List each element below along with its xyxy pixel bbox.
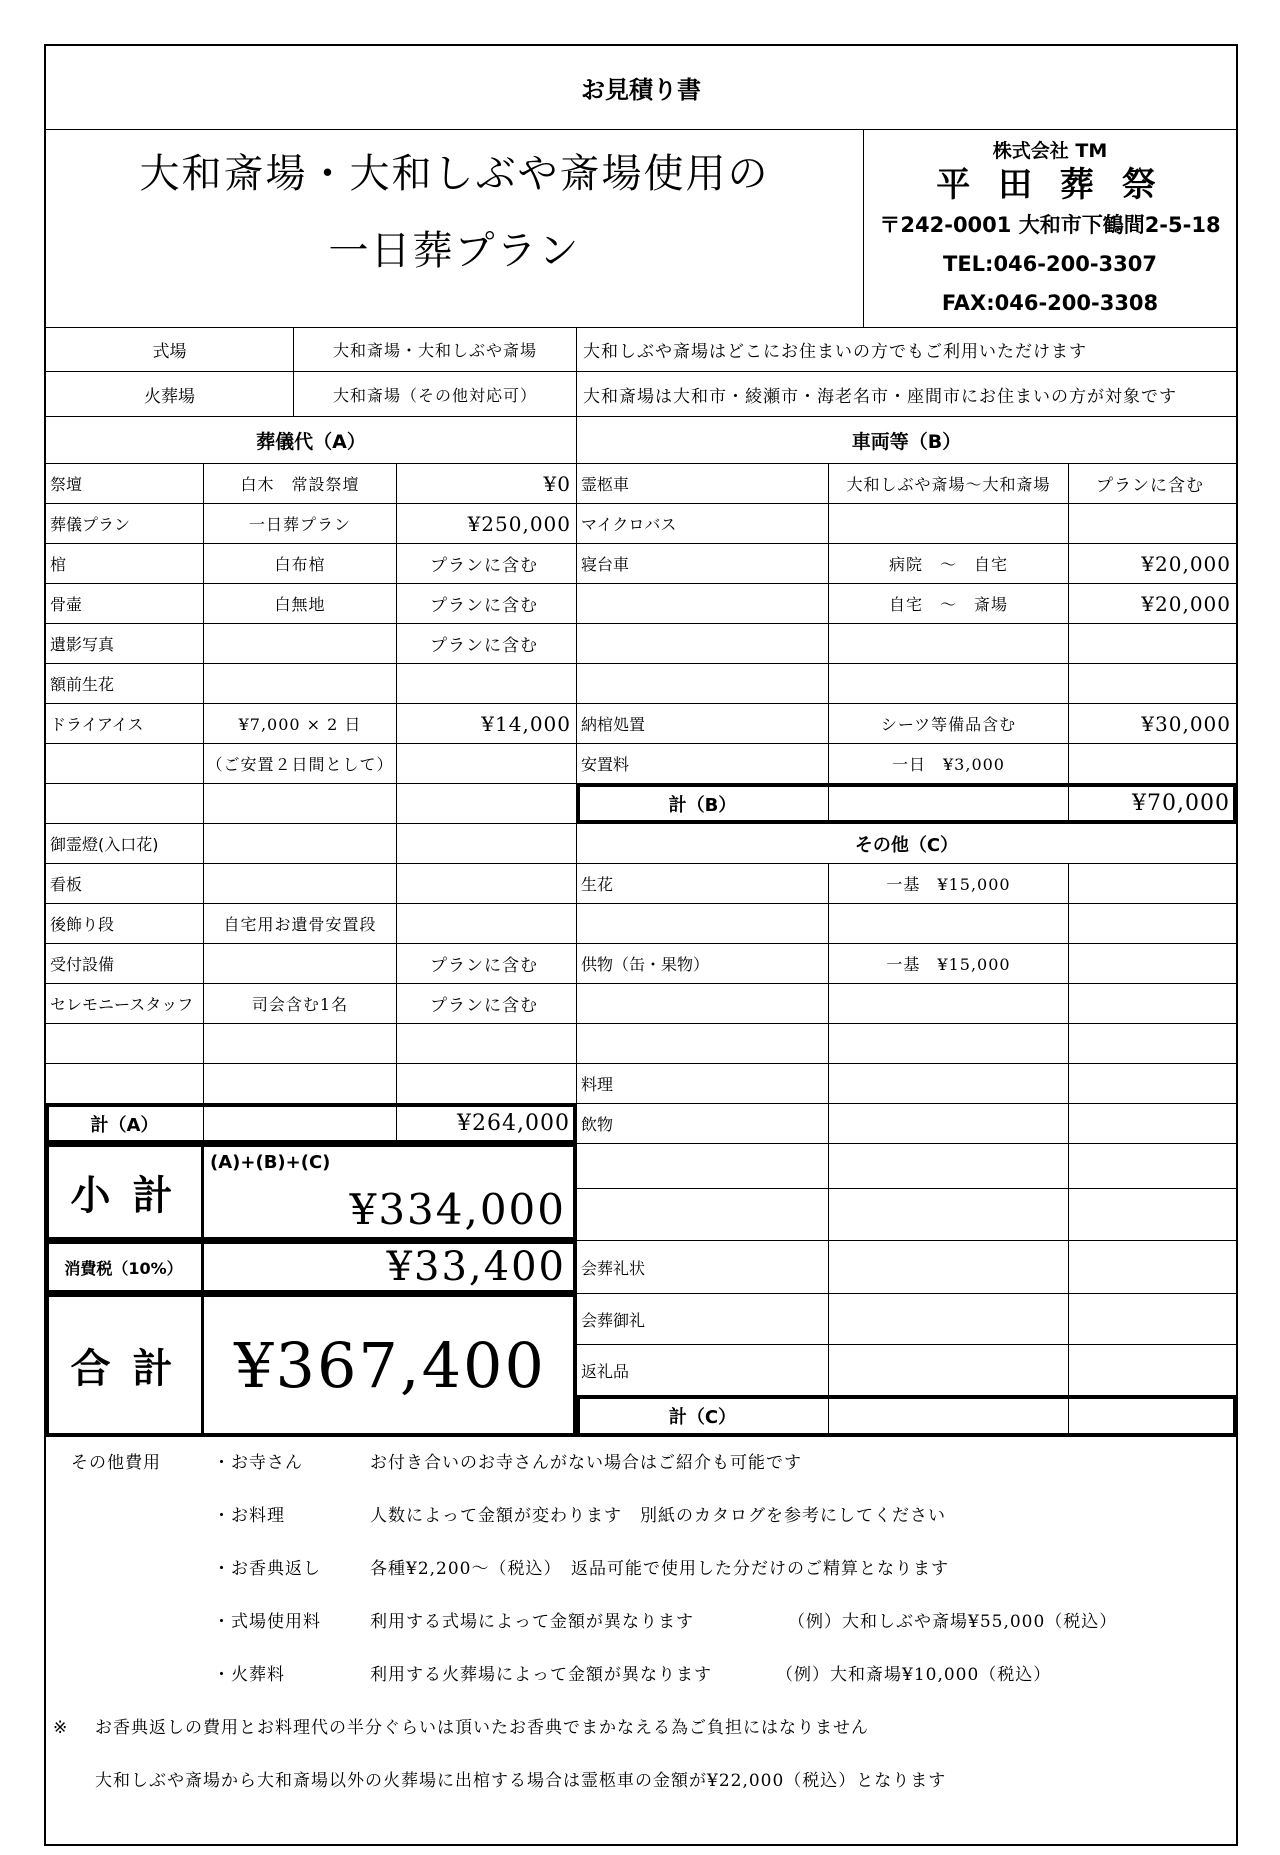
document-title: お見積り書 <box>46 46 1236 130</box>
other-detail <box>829 984 1069 1023</box>
note-item-example: （例）大和しぶや斎場¥55,000（税込） <box>788 1612 1118 1632</box>
vehicle-row <box>577 624 1236 664</box>
grand-total-value-cell <box>204 1294 576 1436</box>
fee-detail <box>204 1024 397 1063</box>
crematorium-label: 火葬場 <box>46 372 294 416</box>
vehicle-detail: 大和しぶや斎場～大和斎場 <box>829 464 1069 503</box>
fee-detail: 自宅用お遺骨安置段 <box>204 904 397 943</box>
vehicles-header: 車両等（B） <box>851 430 962 453</box>
note-line <box>46 1437 1236 1490</box>
vehicle-row <box>577 544 1236 584</box>
header-block <box>46 130 1236 328</box>
fee-item <box>46 784 204 823</box>
fee-row <box>46 464 576 504</box>
vehicle-detail: シーツ等備品含む <box>829 704 1069 743</box>
fee-detail <box>204 944 397 983</box>
fee-row <box>46 664 576 704</box>
vehicle-row <box>577 744 1236 784</box>
vehicle-item: 納棺処置 <box>577 704 829 743</box>
funeral-fees-header: 葬儀代（A） <box>46 417 577 463</box>
other-row <box>577 904 1236 944</box>
fee-amount: プランに含む <box>430 556 538 576</box>
note-item-name: ・お香典返し <box>213 1559 321 1579</box>
vehicle-total-row <box>577 784 1236 824</box>
section-header-row <box>46 417 1236 464</box>
company-tel: TEL:046-200-3307 <box>943 252 1157 276</box>
notes-heading: その他費用 <box>71 1453 161 1473</box>
other-row <box>577 984 1236 1024</box>
fee-item: 看板 <box>46 864 204 903</box>
plan-title <box>46 130 863 327</box>
vehicle-amount <box>1069 624 1236 663</box>
fee-detail: 一日葬プラン <box>204 504 397 543</box>
fee-row <box>46 944 576 984</box>
note-line <box>46 1490 1236 1543</box>
fee-amount: プランに含む <box>430 996 538 1016</box>
fee-item: 祭壇 <box>46 464 204 503</box>
crematorium-row <box>46 372 1236 417</box>
vehicles-other-column <box>577 464 1236 1437</box>
footnote-mark: ※ <box>53 1718 69 1738</box>
fee-detail: ¥7,000 × 2 日 <box>204 704 397 743</box>
fee-item: 受付設備 <box>46 944 204 983</box>
fee-detail <box>204 824 397 863</box>
other-row <box>577 1104 1236 1144</box>
other-amount <box>1069 864 1236 903</box>
other-item <box>577 1144 829 1188</box>
ceremony-venue-value: 大和斎場・大和しぶや斎場 <box>294 328 577 371</box>
vehicle-detail <box>829 664 1069 703</box>
fee-amount: プランに含む <box>430 956 538 976</box>
fee-detail: 白布棺 <box>204 544 397 583</box>
grand-total-block <box>46 1294 576 1437</box>
other-item: 生花 <box>577 864 829 903</box>
other-header-row <box>577 824 1236 864</box>
other-amount <box>1069 1294 1236 1344</box>
fee-total-amount: ¥264,000 <box>457 1111 570 1136</box>
vehicle-item: 霊柩車 <box>577 464 829 503</box>
other-row <box>577 944 1236 984</box>
fee-amount <box>397 744 576 783</box>
other-costs-notes <box>46 1437 1236 1844</box>
note-item-name: ・火葬料 <box>213 1665 285 1685</box>
note-line <box>46 1596 1236 1649</box>
fee-detail <box>204 664 397 703</box>
plan-title-line-2: 一日葬プラン <box>328 228 581 274</box>
fee-item: 後飾り段 <box>46 904 204 943</box>
vehicle-row <box>577 464 1236 504</box>
fee-item: 遺影写真 <box>46 624 204 663</box>
other-detail: 一基 ¥15,000 <box>829 864 1069 903</box>
other-item: 返礼品 <box>577 1345 829 1395</box>
fee-row <box>46 824 576 864</box>
note-item-text: 利用する火葬場によって金額が異なります <box>370 1665 712 1685</box>
fee-detail: 白無地 <box>204 584 397 623</box>
other-detail <box>829 1024 1069 1063</box>
vehicle-item: マイクロバス <box>577 504 829 543</box>
vehicle-detail <box>829 624 1069 663</box>
note-line <box>46 1543 1236 1596</box>
company-name: 平 田 葬 祭 <box>936 165 1164 205</box>
other-row <box>577 1294 1236 1345</box>
other-row <box>577 1189 1236 1241</box>
vehicle-total-amount: ¥70,000 <box>1132 791 1230 816</box>
tax-label: 消費税（10%） <box>46 1241 204 1293</box>
ceremony-venue-label: 式場 <box>46 328 294 371</box>
vehicle-item <box>577 624 829 663</box>
company-address: 〒242-0001 大和市下鶴間2-5-18 <box>879 213 1221 237</box>
other-item: 料理 <box>577 1064 829 1103</box>
vehicle-amount <box>1069 504 1236 543</box>
fee-row <box>46 704 576 744</box>
other-row <box>577 1024 1236 1064</box>
other-amount <box>1069 1189 1236 1240</box>
fee-row <box>46 984 576 1024</box>
other-amount <box>1069 1064 1236 1103</box>
fee-amount <box>397 1064 576 1103</box>
tax-value-cell <box>204 1241 576 1293</box>
other-detail: 一基 ¥15,000 <box>829 944 1069 983</box>
fee-item: 葬儀プラン <box>46 504 204 543</box>
vehicle-detail: 自宅 ～ 斎場 <box>829 584 1069 623</box>
note-item-name: ・お料理 <box>213 1506 285 1526</box>
footnote-text: お香典返しの費用とお料理代の半分ぐらいは頂いたお香典でまかなえる為ご負担にはなりません <box>95 1718 869 1738</box>
fee-total-label: 計（A） <box>46 1104 204 1143</box>
other-row <box>577 864 1236 904</box>
vehicle-item: 寝台車 <box>577 544 829 583</box>
other-total-row <box>577 1396 1236 1437</box>
footnote-line <box>46 1702 1236 1755</box>
fee-amount <box>397 824 576 863</box>
other-item: 飲物 <box>577 1104 829 1143</box>
fee-amount <box>397 864 576 903</box>
fee-row <box>46 584 576 624</box>
fee-row <box>46 864 576 904</box>
subtotal-value-cell <box>204 1144 576 1240</box>
tax-amount: ¥33,400 <box>386 1244 566 1290</box>
other-row <box>577 1064 1236 1104</box>
crematorium-value: 大和斎場（その他対応可） <box>294 372 577 416</box>
ceremony-venue-row <box>46 328 1236 372</box>
fee-item <box>46 1064 204 1103</box>
other-detail <box>829 1241 1069 1293</box>
fee-amount: プランに含む <box>430 596 538 616</box>
other-row <box>577 1241 1236 1294</box>
note-item-example: （例）大和斎場¥10,000（税込） <box>776 1665 1052 1685</box>
vehicle-amount <box>1069 664 1236 703</box>
other-amount <box>1069 1144 1236 1188</box>
ceremony-venue-note: 大和しぶや斎場はどこにお住まいの方でもご利用いただけます <box>583 342 1087 362</box>
other-row <box>577 1144 1236 1189</box>
fee-row <box>46 1064 576 1104</box>
company-info <box>863 130 1236 327</box>
vehicle-amount: ¥30,000 <box>1141 711 1231 736</box>
vehicle-detail: 病院 ～ 自宅 <box>829 544 1069 583</box>
grand-total-amount: ¥367,400 <box>234 1329 546 1402</box>
vehicle-amount <box>1069 744 1236 783</box>
fee-row <box>46 1024 576 1064</box>
vehicle-row <box>577 584 1236 624</box>
other-total-detail <box>829 1396 1069 1436</box>
fee-row <box>46 784 576 824</box>
other-amount <box>1069 1024 1236 1063</box>
funeral-fees-column <box>46 464 577 1437</box>
other-detail <box>829 904 1069 943</box>
note-line <box>46 1649 1236 1702</box>
fee-row <box>46 504 576 544</box>
other-detail <box>829 1104 1069 1143</box>
fee-total-detail <box>204 1104 397 1143</box>
vehicle-amount: ¥20,000 <box>1141 551 1231 576</box>
note-item-text: お付き合いのお寺さんがない場合はご紹介も可能です <box>370 1453 802 1473</box>
other-detail <box>829 1345 1069 1395</box>
fee-amount <box>397 784 576 823</box>
fee-detail: 司会含む1名 <box>204 984 397 1023</box>
grand-total-label: 合 計 <box>46 1294 204 1436</box>
other-item: 会葬御礼 <box>577 1294 829 1344</box>
subtotal-amount: ¥334,000 <box>349 1185 566 1234</box>
fee-item: 額前生花 <box>46 664 204 703</box>
note-item-text: 各種¥2,200～（税込） 返品可能で使用した分だけのご精算となります <box>370 1559 949 1579</box>
fee-amount: ¥250,000 <box>467 511 571 536</box>
fee-row <box>46 904 576 944</box>
estimate-table <box>46 464 1236 1437</box>
funeral-fees-rows <box>46 464 576 1144</box>
estimate-sheet <box>44 44 1238 1846</box>
vehicle-amount: ¥20,000 <box>1141 591 1231 616</box>
other-item: 会葬礼状 <box>577 1241 829 1293</box>
other-amount <box>1069 1104 1236 1143</box>
note-item-text: 人数によって金額が変わります 別紙のカタログを参考にしてください <box>370 1506 946 1526</box>
fee-amount <box>397 904 576 943</box>
other-detail <box>829 1064 1069 1103</box>
fee-detail <box>204 1064 397 1103</box>
plan-title-line-1: 大和斎場・大和しぶや斎場使用の <box>139 151 770 197</box>
vehicle-detail: 一日 ¥3,000 <box>829 744 1069 783</box>
fee-item: ドライアイス <box>46 704 204 743</box>
company-corporate-name: 株式会社 TM <box>992 140 1108 162</box>
fee-detail <box>204 864 397 903</box>
other-amount <box>1069 1345 1236 1395</box>
fee-amount: ¥14,000 <box>481 711 571 736</box>
fee-item: 骨壷 <box>46 584 204 623</box>
vehicle-amount: プランに含む <box>1096 476 1204 496</box>
other-item <box>577 1189 829 1240</box>
other-amount <box>1069 944 1236 983</box>
other-amount <box>1069 904 1236 943</box>
footnote-line <box>46 1755 1236 1808</box>
fee-detail: （ご安置２日間として） <box>204 744 397 783</box>
vehicle-row <box>577 704 1236 744</box>
fee-item: 御霊燈(入口花) <box>46 824 204 863</box>
fee-amount <box>397 664 576 703</box>
fee-amount: プランに含む <box>430 636 538 656</box>
vehicle-item <box>577 664 829 703</box>
vehicle-total-label: 計（B） <box>577 784 829 823</box>
tax-block <box>46 1241 576 1294</box>
note-item-name: ・お寺さん <box>213 1453 303 1473</box>
vehicle-item <box>577 584 829 623</box>
fee-total-row <box>46 1104 576 1144</box>
subtotal-formula: (A)+(B)+(C) <box>210 1152 331 1173</box>
subtotal-block <box>46 1144 576 1241</box>
fee-amount <box>397 1024 576 1063</box>
vehicle-row <box>577 504 1236 544</box>
vehicle-item: 安置料 <box>577 744 829 783</box>
other-section-header: その他（C） <box>854 834 959 856</box>
fee-row <box>46 544 576 584</box>
fee-row <box>46 744 576 784</box>
fee-item <box>46 744 204 783</box>
company-fax: FAX:046-200-3308 <box>941 291 1159 315</box>
vehicle-row <box>577 664 1236 704</box>
fee-detail <box>204 784 397 823</box>
other-detail <box>829 1144 1069 1188</box>
note-item-name: ・式場使用料 <box>213 1612 321 1632</box>
other-item <box>577 904 829 943</box>
other-amount <box>1069 984 1236 1023</box>
vehicle-total-detail <box>829 784 1069 823</box>
fee-item <box>46 1024 204 1063</box>
other-total-amount <box>1069 1396 1236 1436</box>
other-amount <box>1069 1241 1236 1293</box>
fee-amount: ¥0 <box>543 471 571 496</box>
footnote-text: 大和しぶや斎場から大和斎場以外の火葬場に出棺する場合は霊柩車の金額が¥22,000（税込）となります <box>95 1771 947 1791</box>
other-item: 供物（缶・果物） <box>577 944 829 983</box>
vehicles-other-rows <box>577 464 1236 1437</box>
subtotal-label: 小 計 <box>46 1144 204 1240</box>
vehicle-detail <box>829 504 1069 543</box>
other-detail <box>829 1189 1069 1240</box>
fee-detail: 白木 常設祭壇 <box>204 464 397 503</box>
crematorium-note: 大和斎場は大和市・綾瀬市・海老名市・座間市にお住まいの方が対象です <box>583 386 1177 407</box>
other-detail <box>829 1294 1069 1344</box>
fee-row <box>46 624 576 664</box>
other-total-label: 計（C） <box>577 1396 829 1436</box>
other-row <box>577 1345 1236 1396</box>
other-item <box>577 1024 829 1063</box>
other-item <box>577 984 829 1023</box>
fee-detail <box>204 624 397 663</box>
fee-item: 棺 <box>46 544 204 583</box>
fee-item: セレモニースタッフ <box>46 984 204 1023</box>
note-item-text: 利用する式場によって金額が異なります <box>370 1612 694 1632</box>
